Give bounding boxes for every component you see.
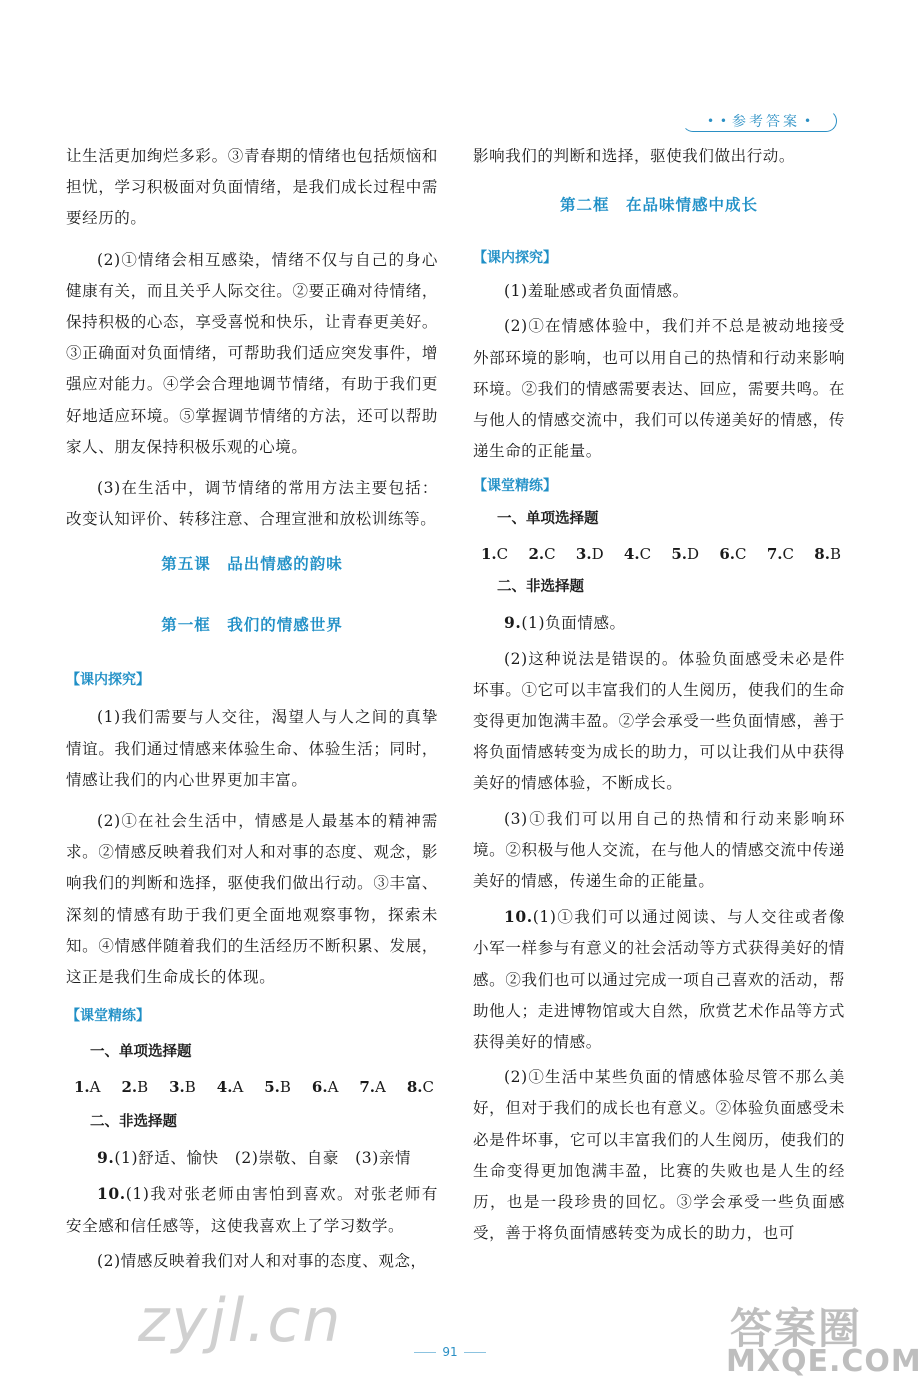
watermark-url: MXQE.COM	[726, 1344, 922, 1379]
paragraph: (3)在生活中，调节情绪的常用方法主要包括：改变认知评价、转移注意、合理宣泄和放松训练等。	[66, 479, 438, 529]
right-column	[473, 141, 845, 1249]
watermark-left: zyjl.cn	[138, 1286, 343, 1356]
question-type-heading: 一、单项选择题	[497, 511, 599, 528]
answer-item: 1.C	[481, 545, 509, 564]
page-number: 91	[0, 1345, 900, 1359]
question-number: 9.	[504, 613, 522, 633]
answer-list	[66, 1072, 438, 1103]
question-number: 10.	[504, 907, 533, 927]
answer-item: 3.B	[169, 1078, 196, 1097]
answer-item: 6.A	[311, 1078, 339, 1097]
answer-item: 3.D	[575, 545, 604, 564]
divider	[414, 1352, 436, 1353]
paragraph: 10.(1)①我们可以通过阅读、与人交往或者像小军一样参与有意义的社会活动等方式获得美好的情感。②我们也可以通过完成一项自己喜欢的活动，帮助他人；走进博物馆或大自然，欣赏艺术作品等方式获得美好的情感。	[473, 907, 845, 1052]
question-type-heading: 二、非选择题	[497, 579, 584, 596]
paragraph: (2)这种说法是错误的。体验负面感受未必是件坏事。①它可以丰富我们的人生阅历，使我们的生命变得更加饱满丰盈。②学会承受一些负面情感，善于将负面情感转变为成长的助力，可以让我们从中获得美好的情感体验，不断成长。	[473, 649, 845, 793]
answer-item: 1.A	[74, 1078, 101, 1097]
section-header-badge	[682, 110, 837, 132]
divider	[464, 1352, 486, 1353]
dots-decoration-icon: • •	[706, 114, 728, 128]
question-type-heading: 二、非选择题	[90, 1114, 177, 1131]
answer-item: 2.C	[528, 545, 556, 564]
answer-item: 4.A	[216, 1078, 244, 1097]
paragraph: (1)羞耻感或者负面情感。	[504, 282, 689, 301]
answer-item: 8.B	[814, 545, 841, 564]
answer-item: 4.C	[623, 545, 652, 564]
dot-decoration-icon: •	[803, 114, 813, 128]
answer-item: 2.B	[121, 1078, 149, 1097]
paragraph: (1)我们需要与人交往，渴望人与人之间的真挚情谊。我们通过情感来体验生命、体验生活；同时，情感让我们的内心世界更加丰富。	[66, 708, 438, 789]
answer-item: 6.C	[719, 545, 747, 564]
answer-list	[473, 539, 845, 570]
header-label: 参考答案	[731, 114, 800, 130]
answer-item: 7.C	[766, 545, 794, 564]
paragraph: (2)情感反映着我们对人和对事的态度、观念，	[97, 1251, 427, 1270]
question-type-heading: 一、单项选择题	[90, 1044, 192, 1061]
paragraph: 9.(1)负面情感。	[504, 613, 626, 633]
answer-item: 5.D	[671, 545, 700, 564]
paragraph: 9.(1)舒适、愉快 (2)崇敬、自豪 (3)亲情	[97, 1148, 412, 1168]
paragraph: (2)①在社会生活中，情感是人最基本的精神需求。②情感反映着我们对人和对事的态度、观念，影响我们的判断和选择，驱使我们做出行动。③丰富、深刻的情感有助于我们更全面地观察事物，探索未知。④情感伴随着我们的生活经历不断积累、发展，这正是我们生命成长的体现。	[66, 812, 438, 987]
paragraph: (2)①生活中某些负面的情感体验尽管不那么美好，但对于我们的成长也有意义。②体验负面感受未必是件坏事，它可以丰富我们的人生阅历，使我们的生命变得更加饱满丰盈，比赛的失败也是人生的经历，也是一段珍贵的回忆。③学会承受一些负面感受，善于将负面情感转变为成长的助力，也可	[473, 1068, 845, 1243]
section-tag: 【课内探究】	[66, 672, 150, 689]
paragraph: (2)①情绪会相互感染，情绪不仅与自己的身心健康有关，而且关乎人际交往。②要正确对待情绪，保持积极的心态，享受喜悦和快乐，让青春更美好。③正确面对负面情绪，可帮助我们适应突发事件，增强应对能力。④学会合理地调节情绪，有助于我们更好地适应环境。⑤掌握调节情绪的方法，还可以帮助家人、朋友保持积极乐观的心境。	[66, 250, 438, 456]
answer-item: 7.A	[359, 1078, 386, 1097]
section-title: 第一框 我们的情感世界	[161, 616, 343, 635]
answer-item: 5.B	[264, 1078, 291, 1097]
paragraph: 影响我们的判断和选择，驱使我们做出行动。	[473, 147, 796, 165]
paragraph: 让生活更加绚烂多彩。③青春期的情绪也包括烦恼和担忧，学习积极面对负面情绪，是我们成长过程中需要经历的。	[66, 147, 438, 228]
section-tag: 【课内探究】	[473, 250, 557, 267]
watermark-logo: 答案圈	[730, 1304, 863, 1353]
section-tag: 【课堂精练】	[66, 1008, 150, 1025]
badge-frame	[682, 110, 837, 132]
section-title: 第二框 在品味情感中成长	[559, 196, 758, 215]
paragraph: 10.(1)我对张老师由害怕到喜欢。对张老师有安全感和信任感等，这使我喜欢上了学习数学。	[66, 1184, 438, 1235]
section-tag: 【课堂精练】	[473, 478, 557, 495]
paragraph: (3)①我们可以用自己的热情和行动来影响环境。②积极与他人交流，在与他人的情感交流中传递美好的情感，传递生命的正能量。	[473, 809, 845, 891]
paragraph: (2)①在情感体验中，我们并不总是被动地接受外部环境的影响，也可以用自己的热情和行动来影响环境。②我们的情感需要表达、回应，需要共鸣。在与他人的情感交流中，我们可以传递美好的情感，传递生命的正能量。	[473, 317, 845, 461]
lesson-title: 第五课 品出情感的韵味	[161, 555, 343, 574]
question-number: 9.	[97, 1148, 115, 1168]
left-column	[66, 141, 438, 1277]
answer-item: 8.C	[406, 1078, 434, 1097]
question-number: 10.	[97, 1184, 126, 1204]
